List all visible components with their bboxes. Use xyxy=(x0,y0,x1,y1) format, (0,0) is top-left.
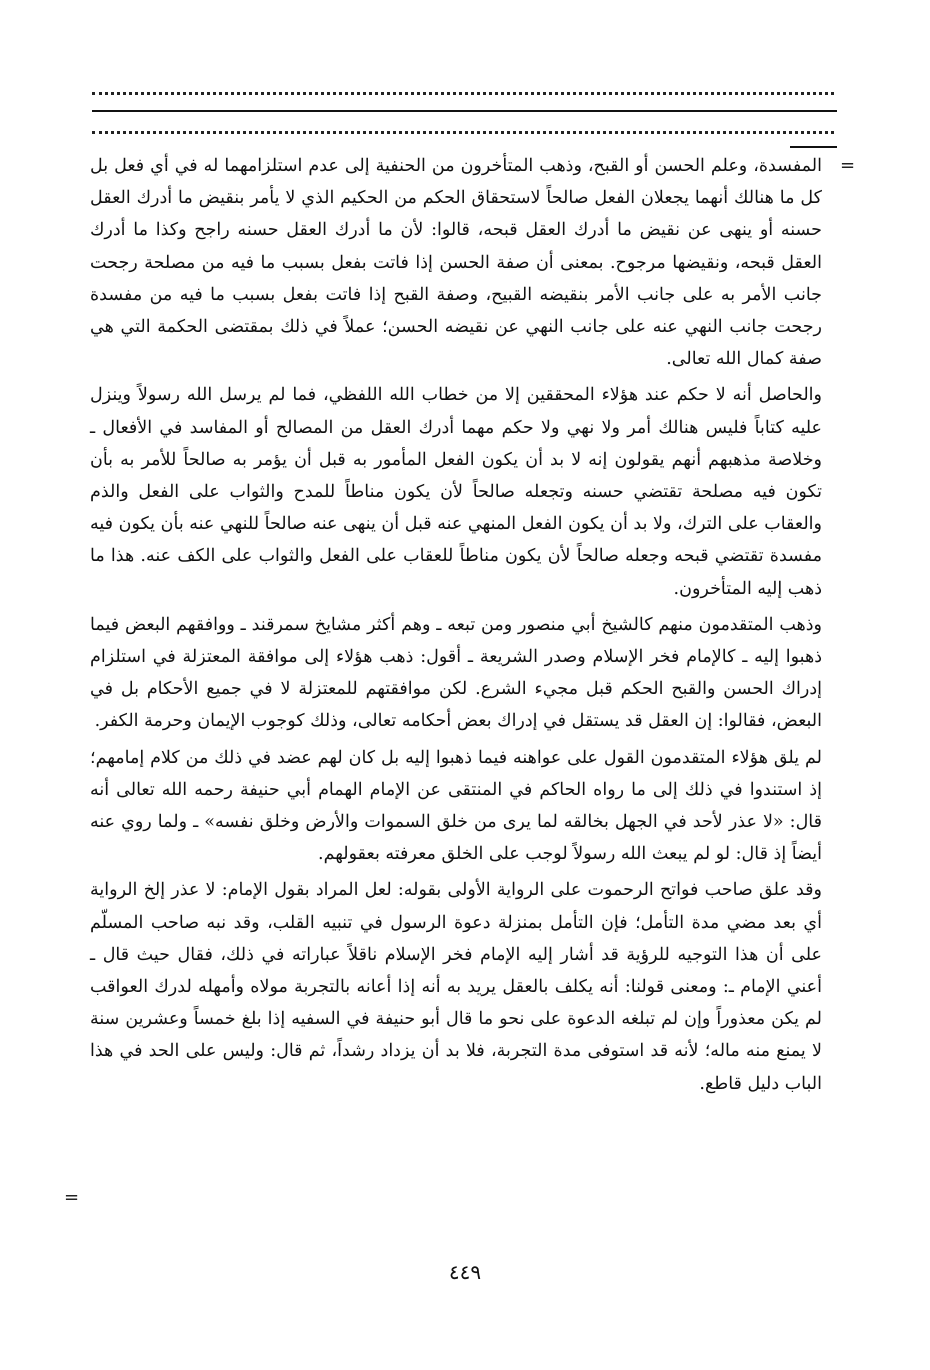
paragraph: وذهب المتقدمون منهم كالشيخ أبي منصور ومن تبعه ـ وهم أكثر مشايخ سمرقند ـ ووافقهم البعض فيما ذهبوا إليه ـ كالإمام فخر الإسلام وصدر الشريعة ـ أقول: ذهب هؤلاء إلى موافقة المعتزلة في استلزام إدراك الحسن والقبح الحكم قبل مجيء الشرع. لكن موافقتهم للمعتزلة لا في جميع الأحكام بل في البعض، فقالوا: إن العقل قد يستقل في إدراك بعض أحكامه تعالى، وذلك كوجوب الإيمان وحرمة الكفر. xyxy=(90,614,822,732)
header-rule xyxy=(92,110,837,112)
margin-mark-bottom: = xyxy=(64,1187,80,1208)
margin-mark-top: = xyxy=(840,155,856,176)
header-short-rule xyxy=(790,146,837,148)
header-dotted-line-top xyxy=(92,92,834,95)
paragraph: والحاصل أنه لا حكم عند هؤلاء المحققين إلا من خطاب الله اللفظي، فما لم يرسل الله رسولاً وينزل عليه كتاباً فليس هنالك أمر ولا نهي ولا حكم مهما أدرك العقل من المصالح أو المفاسد في الأفعال ـ وخلاصة مذهبهم أنهم يقولون إنه لا بد أن يكون الفعل المأمور به قبل أن يؤمر به صالحاً للأمر به بأن تكون فيه مصلحة تقتضي حسنه وتجعله صالحاً لأن يكون مناطاً للمدح والثواب على الفعل والذم والعقاب على الترك، ولا بد أن يكون الفعل المنهي عنه قبل أن ينهى عنه صالحاً للنهي عنه بأن يكون فيه مفسدة تقتضي قبحه وجعله صالحاً لأن يكون مناطاً للعقاب على الفعل والثواب على الكف عنه. هذا ما ذهب إليه المتأخرون. xyxy=(90,385,822,599)
page-number: ٤٤٩ xyxy=(448,1260,482,1284)
paragraph: المفسدة، وعلم الحسن أو القبح، وذهب المتأخرون من الحنفية إلى عدم استلزامهما له في أي فعل بل كل ما هنالك أنهما يجعلان الفعل صالحاً لاستحقاق الحكم من الحكيم الذي لا يأمر بنقيض ما أدرك العقل حسنه أو ينهى عن نقيض ما أدرك العقل قبحه، قالوا: لأن ما أدرك العقل حسنه راجح وكذا ما أدرك العقل قبحه، ونقيضها مرجوح. بمعنى أن صفة الحسن إذا فاتت بفعل بسبب ما فيه من مصلحة رجحت جانب الأمر به على جانب الأمر بنقيضه القبيح، وصفة القبح إذا فاتت بفعل بسبب ما فيه من مفسدة رجحت جانب النهي عنه على جانب النهي عن نقيضه الحسن؛ عملاً في ذلك بمقتضى الحكمة التي هي صفة كمال الله تعالى. xyxy=(90,156,822,370)
paragraph: وقد علق صاحب فواتح الرحموت على الرواية الأولى بقوله: لعل المراد بقول الإمام: لا عذر إلخ الرواية أي بعد مضي مدة التأمل؛ فإن التأمل بمنزلة دعوة الرسول في تنبيه القلب، وقد نبه صاحب المسلّم على أن هذا التوجيه للرؤية قد أشار إليه الإمام فخر الإسلام ناقلاً عباراته في ذلك، فقال حيث قال ـ أعني الإمام ـ: ومعنى قولنا: أنه يكلف بالعقل يريد به أنه إذا أعانه بالتجربة مولاه وأمهله لدرك العواقب لم يكن معذوراً وإن لم تبلغه الدعوة على نحو ما قال أبو حنيفة في السفيه إذا بلغ خمساً وعشرين سنة لا يمنع منه ماله؛ لأنه قد استوفى مدة التجربة، فلا بد أن يزداد رشداً، ثم قال: وليس على الحد في هذا الباب دليل قاطع. xyxy=(90,880,822,1094)
header-dotted-line-bottom xyxy=(92,131,834,134)
body-text xyxy=(90,150,822,1104)
paragraph: لم يلق هؤلاء المتقدمون القول على عواهنه فيما ذهبوا إليه بل كان لهم عضد في ذلك من كلام إمامهم؛ إذ استندوا في ذلك إلى ما رواه الحاكم في المنتقى عن الإمام الهمام أبي حنيفة رحمه الله تعالى أنه قال: «لا عذر لأحد في الجهل بخالقه لما يرى من خلق السموات والأرض وخلق نفسه» ـ ولما روي عنه أيضاً إذ قال: لو لم يبعث الله رسولاً لوجب على الخلق معرفته بعقولهم. xyxy=(90,747,822,865)
